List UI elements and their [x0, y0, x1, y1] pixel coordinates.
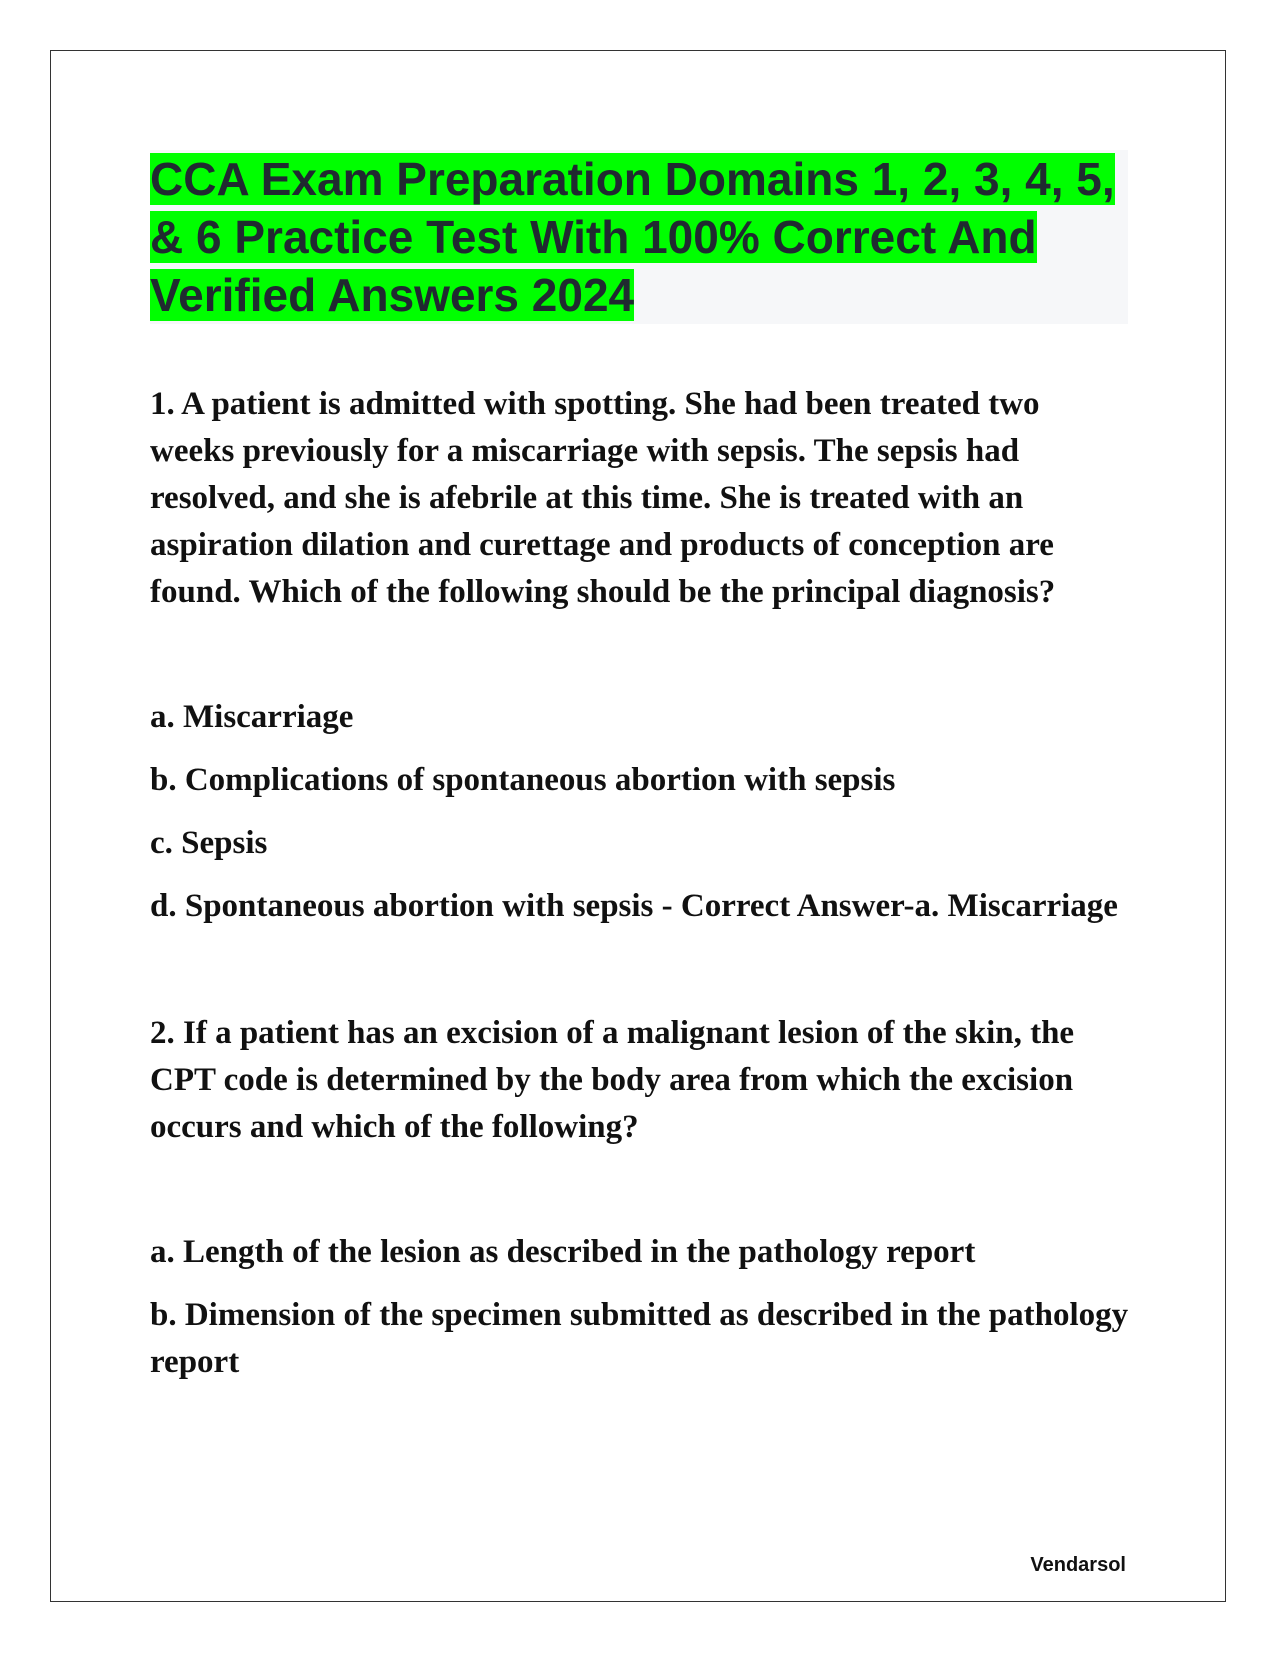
question-1-option-c: c. Sepsis — [150, 825, 268, 861]
question-1-text: 1. A patient is admitted with spotting. She had been treated two weeks previously for a miscarriage with sepsis. The sepsis had resolved, and she is afebrile at this time. She is treated with an aspiration dilation and curettage and products of conception are found. Which of the following should be the principal diagnosis? — [150, 386, 1056, 610]
question-2-option-a: a. Length of the lesion as described in the pathology report — [150, 1234, 976, 1270]
title-block — [150, 150, 1128, 324]
document-title — [150, 150, 1128, 324]
question-1-option-d: d. Spontaneous abortion with sepsis - Correct Answer-a. Miscarriage — [150, 888, 1118, 924]
question-2-option-b: b. Dimension of the specimen submitted as described in the pathology report — [150, 1297, 1129, 1380]
question-1-option-b: b. Complications of spontaneous abortion with sepsis — [150, 762, 896, 798]
footer-brand: Vendarsol — [1030, 1554, 1126, 1576]
title-highlight: CCA Exam Preparation Domains 1, 2, 3, 4, 5, & 6 Practice Test With 100% Correct And Verified Answers 2024 — [150, 153, 1115, 321]
document-body — [150, 381, 1130, 1386]
question-2-text: 2. If a patient has an excision of a malignant lesion of the skin, the CPT code is determined by the body area from which the excision occurs and which of the following? — [150, 1015, 1075, 1145]
question-1-option-a: a. Miscarriage — [150, 699, 354, 735]
